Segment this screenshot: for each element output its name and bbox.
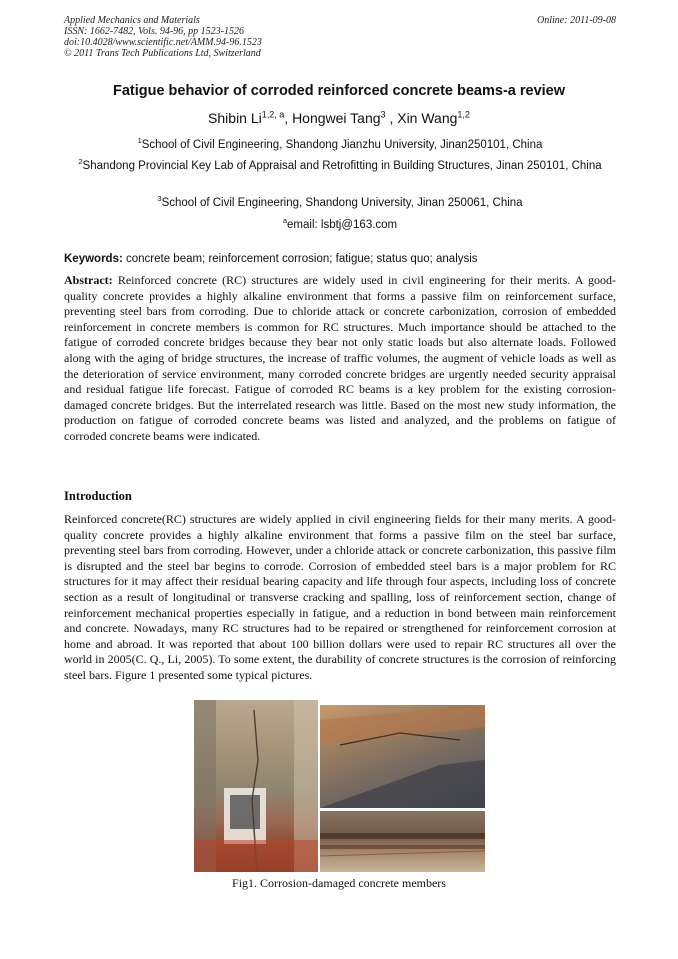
keywords-label: Keywords: xyxy=(64,253,123,265)
abstract xyxy=(64,273,616,445)
corroded-beam-top-picture xyxy=(320,705,485,808)
paper-title: Fatigue behavior of corroded reinforced concrete beams-a review xyxy=(112,83,566,99)
online-date: Online: 2011-09-08 xyxy=(537,15,616,26)
author-name: Shibin Li xyxy=(208,110,262,126)
affiliation-mark: 2 xyxy=(78,157,83,167)
author-affiliation-mark: 1,2, a xyxy=(261,109,285,120)
contact-email xyxy=(64,218,616,232)
email-mark: a xyxy=(282,216,288,226)
author-separator: , xyxy=(284,110,293,126)
author-name: Xin Wang xyxy=(397,110,458,126)
affiliation-3 xyxy=(64,196,616,210)
keywords xyxy=(64,253,616,265)
author-affiliation-mark: 3 xyxy=(380,109,386,120)
figure-photo-corroded-beam-top xyxy=(320,705,485,808)
affiliation-2 xyxy=(64,159,616,173)
author-name: Hongwei Tang xyxy=(292,110,381,126)
author-separator: , xyxy=(385,110,398,126)
corroded-beam-bottom-picture xyxy=(320,811,485,872)
email-text: email: lsbtj@163.com xyxy=(287,219,398,231)
affiliation-text: Shandong Provincial Key Lab of Appraisal and Retrofitting in Building Structures, Jinan 250101, China xyxy=(82,160,602,172)
copyright-line: © 2011 Trans Tech Publications Ltd, Switzerland xyxy=(64,48,261,59)
affiliation-text: School of Civil Engineering, Shandong University, Jinan 250061, China xyxy=(161,197,523,209)
issn-line: ISSN: 1662-7482, Vols. 94-96, pp 1523-1526 xyxy=(64,26,244,37)
corroded-column-picture xyxy=(194,700,318,872)
figure-caption: Fig1. Corrosion-damaged concrete members xyxy=(232,876,446,890)
abstract-label: Abstract: xyxy=(64,273,113,287)
affiliation-text: School of Civil Engineering, Shandong Jianzhu University, Jinan250101, China xyxy=(141,139,543,151)
affiliation-mark: 1 xyxy=(137,136,142,146)
doi-line: doi:10.4028/www.scientific.net/AMM.94-96.1523 xyxy=(64,37,262,48)
keywords-text: concrete beam; reinforcement corrosion; fatigue; status quo; analysis xyxy=(122,253,478,265)
journal-header xyxy=(64,15,616,59)
journal-name: Applied Mechanics and Materials xyxy=(64,15,200,26)
author-affiliation-mark: 1,2 xyxy=(457,109,470,120)
abstract-text: Reinforced concrete (RC) structures are widely used in civil engineering for their merits. A good-quality concrete provides a highly alkaline environment that forms a passive film on reinforcement surface, preventing steel bars from corroding. Due to chloride attack or concrete carbonization, corrosion of embedded reinforcement in concrete members is common for RC structures. Much importance should be attached to the fatigue of corroded concrete bridges because they bear not only static loads but also alternate loads. Followed along with the aging of bridge structures, the increase of traffic volumes, the augment of vehicle loads as well as the deterioration of service environment, many corroded concrete bridges are urgently needed security appraisal and residual fatigue life forecast. Fatigue of corroded RC beams is a key problem for the existing corrosion-damaged concrete bridges. But the interrelated research was little. Based on the most new study information, the production on fatigue of corroded concrete beams was listed and analyzed, and the problems on fatigue of corroded concrete beams were indicated. xyxy=(64,273,616,443)
affiliation-mark: 3 xyxy=(157,194,162,204)
affiliation-1 xyxy=(64,138,616,152)
figure-photo-corroded-beam-bottom xyxy=(320,811,485,872)
author-list xyxy=(0,110,678,126)
section-heading-introduction: Introduction xyxy=(64,489,132,503)
figure-photo-corroded-column xyxy=(194,700,318,872)
introduction-paragraph: Reinforced concrete(RC) structures are widely applied in civil engineering fields for their many merits. A good-quality concrete provides a highly alkaline environment that forms a passive film on the steel bar surface, preventing steel bars from corroding. However, under a chloride attack or concrete carbonization, this passive film is disrupted and the steel bar begins to corrode. Corrosion of embedded steel bars is a major problem for RC structures for it may affect their residual bearing capacity and life through four aspects, including loss of concrete section as a result of longitudinal or transverse cracking and spalling, loss of reinforcement section, change of reinforcement mechanical properties especially in fatigue, and a reduction in bond between main reinforcement and concrete. Nowadays, many RC structures had to be repaired or strengthened for reinforcement corrosion at home and abroad. It was reported that about 100 billion dollars were used to repair RC structures all over the world in 2005(C. Q., Li, 2005). To some extent, the durability of concrete structures is the corrosion of reinforcing steel bars. Figure 1 presented some typical pictures. xyxy=(64,512,616,682)
